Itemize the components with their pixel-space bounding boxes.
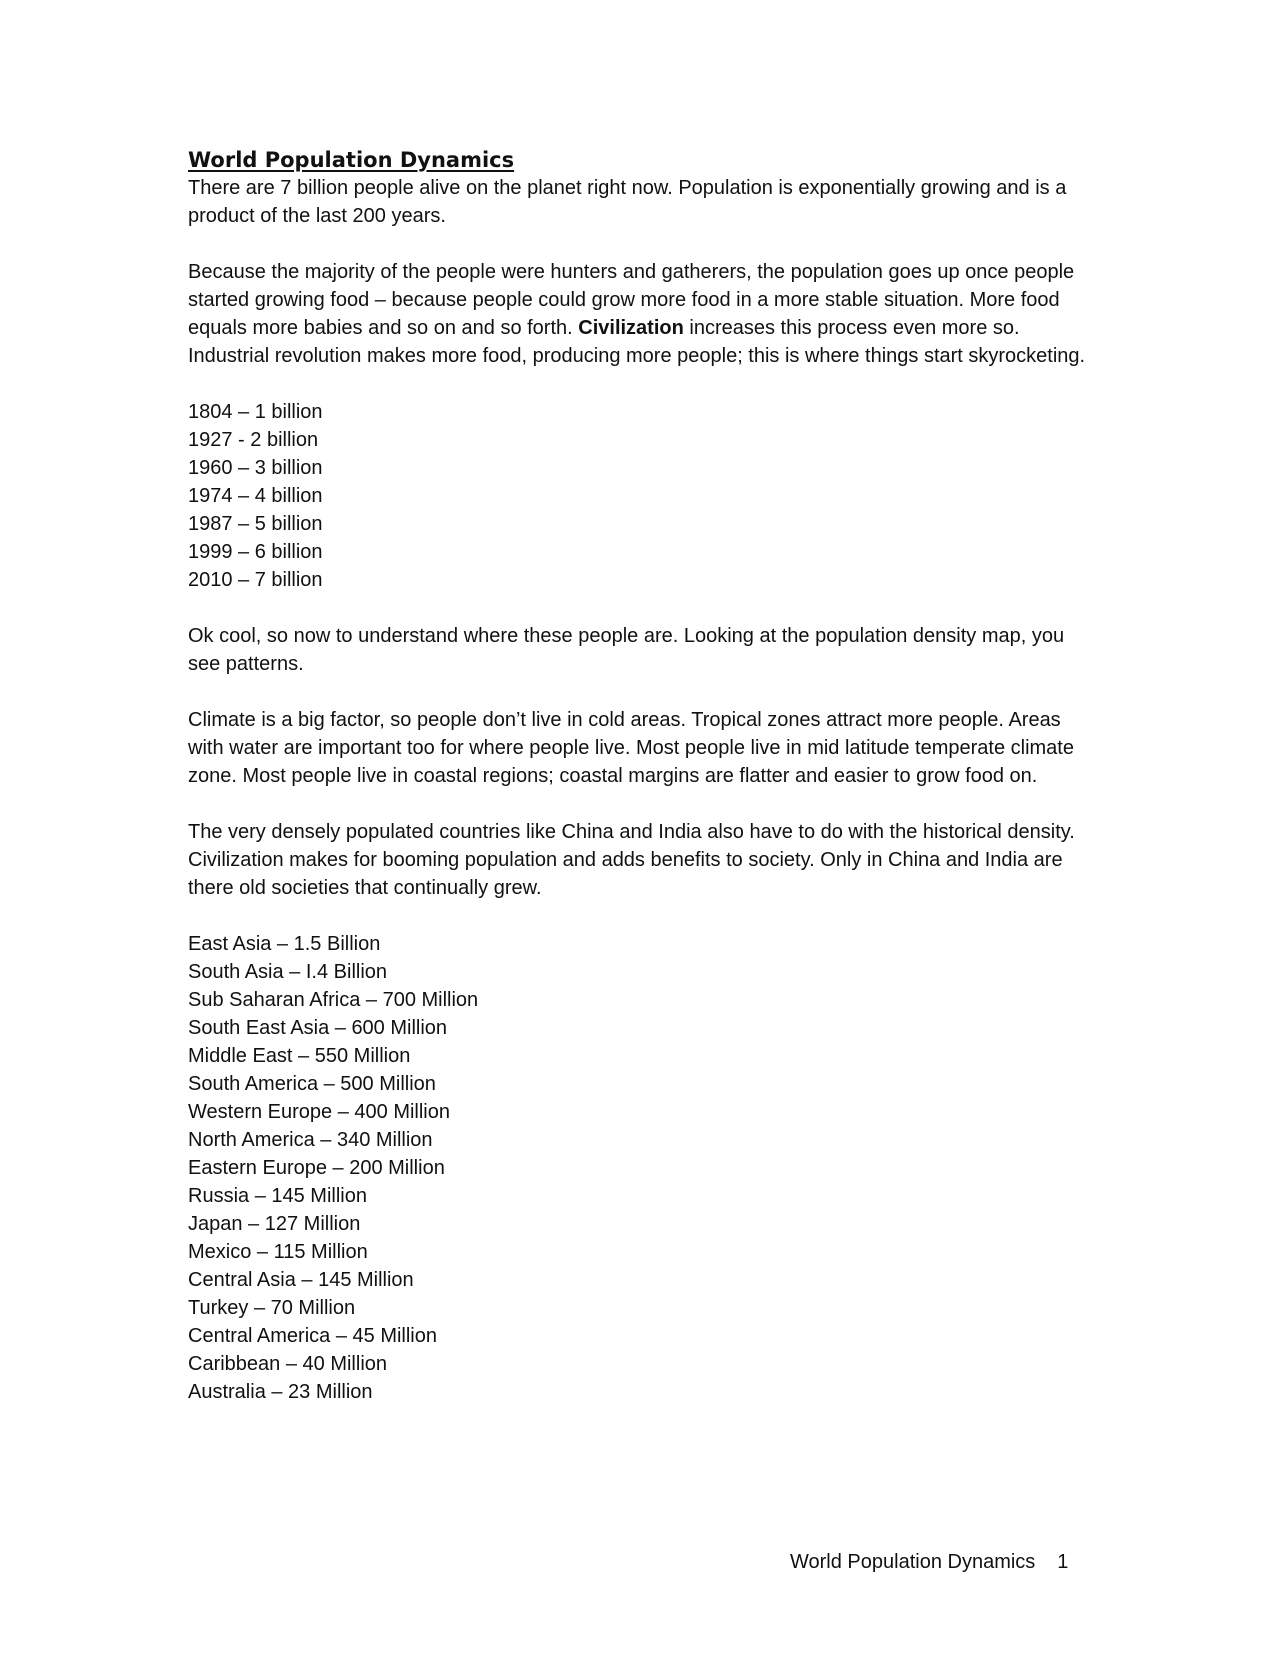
document-title: World Population Dynamics (188, 148, 515, 172)
historical-density-paragraph: The very densely populated countries like China and India also have to do with the historical density. Civilization makes for booming population and adds benefits to society. Only in China and India are there old societies that continually grew. (188, 821, 1075, 899)
milestone-item: 1960 – 3 billion (188, 457, 323, 479)
population-milestones-list (188, 398, 1088, 594)
region-item: Central America – 45 Million (188, 1325, 437, 1347)
region-item: Middle East – 550 Million (188, 1045, 411, 1067)
region-item: South America – 500 Million (188, 1073, 436, 1095)
climate-paragraph: Climate is a big factor, so people don’t live in cold areas. Tropical zones attract more people. Areas with water are important too for where people live. Most people live in mid latitude temperate climate zone. Most people live in coastal regions; coastal margins are flatter and easier to grow food on. (188, 709, 1074, 787)
footer-title: World Population Dynamics (790, 1551, 1036, 1573)
milestone-item: 1804 – 1 billion (188, 401, 323, 423)
density-map-paragraph: Ok cool, so now to understand where these people are. Looking at the population density map, you see patterns. (188, 625, 1065, 675)
milestone-item: 2010 – 7 billion (188, 569, 323, 591)
page-footer (790, 1548, 1090, 1576)
milestone-item: 1927 - 2 billion (188, 429, 319, 451)
region-item: Eastern Europe – 200 Million (188, 1157, 445, 1179)
intro-paragraph: There are 7 billion people alive on the planet right now. Population is exponentially growing and is a product of the last 200 years. (188, 177, 1067, 227)
region-item: Caribbean – 40 Million (188, 1353, 388, 1375)
region-item: Sub Saharan Africa – 700 Million (188, 989, 479, 1011)
region-item: Australia – 23 Million (188, 1381, 373, 1403)
milestone-item: 1987 – 5 billion (188, 513, 323, 535)
region-item: Western Europe – 400 Million (188, 1101, 450, 1123)
milestone-item: 1999 – 6 billion (188, 541, 323, 563)
milestone-item: 1974 – 4 billion (188, 485, 323, 507)
regional-population-list (188, 930, 1088, 1406)
region-item: Mexico – 115 Million (188, 1241, 368, 1263)
region-item: Turkey – 70 Million (188, 1297, 356, 1319)
civilization-term: Civilization (578, 317, 684, 339)
region-item: Japan – 127 Million (188, 1213, 361, 1235)
region-item: South East Asia – 600 Million (188, 1017, 448, 1039)
region-item: North America – 340 Million (188, 1129, 433, 1151)
page-number: 1 (1057, 1551, 1069, 1573)
document-body (188, 146, 1088, 1434)
region-item: Russia – 145 Million (188, 1185, 367, 1207)
history-text-end: increases this process even more so. Industrial revolution makes more food, producing more people; this is where things start skyrocketing. (188, 317, 1086, 367)
region-item: South Asia – I.4 Billion (188, 961, 388, 983)
region-item: Central Asia – 145 Million (188, 1269, 414, 1291)
region-item: East Asia – 1.5 Billion (188, 933, 381, 955)
history-paragraph (188, 258, 1088, 370)
history-text-start: Because the majority of the people were hunters and gatherers, the population goes up once people started growing food – because people could grow more food in a more stable situation. More food equals more babies and so on and so forth. (188, 261, 1075, 339)
